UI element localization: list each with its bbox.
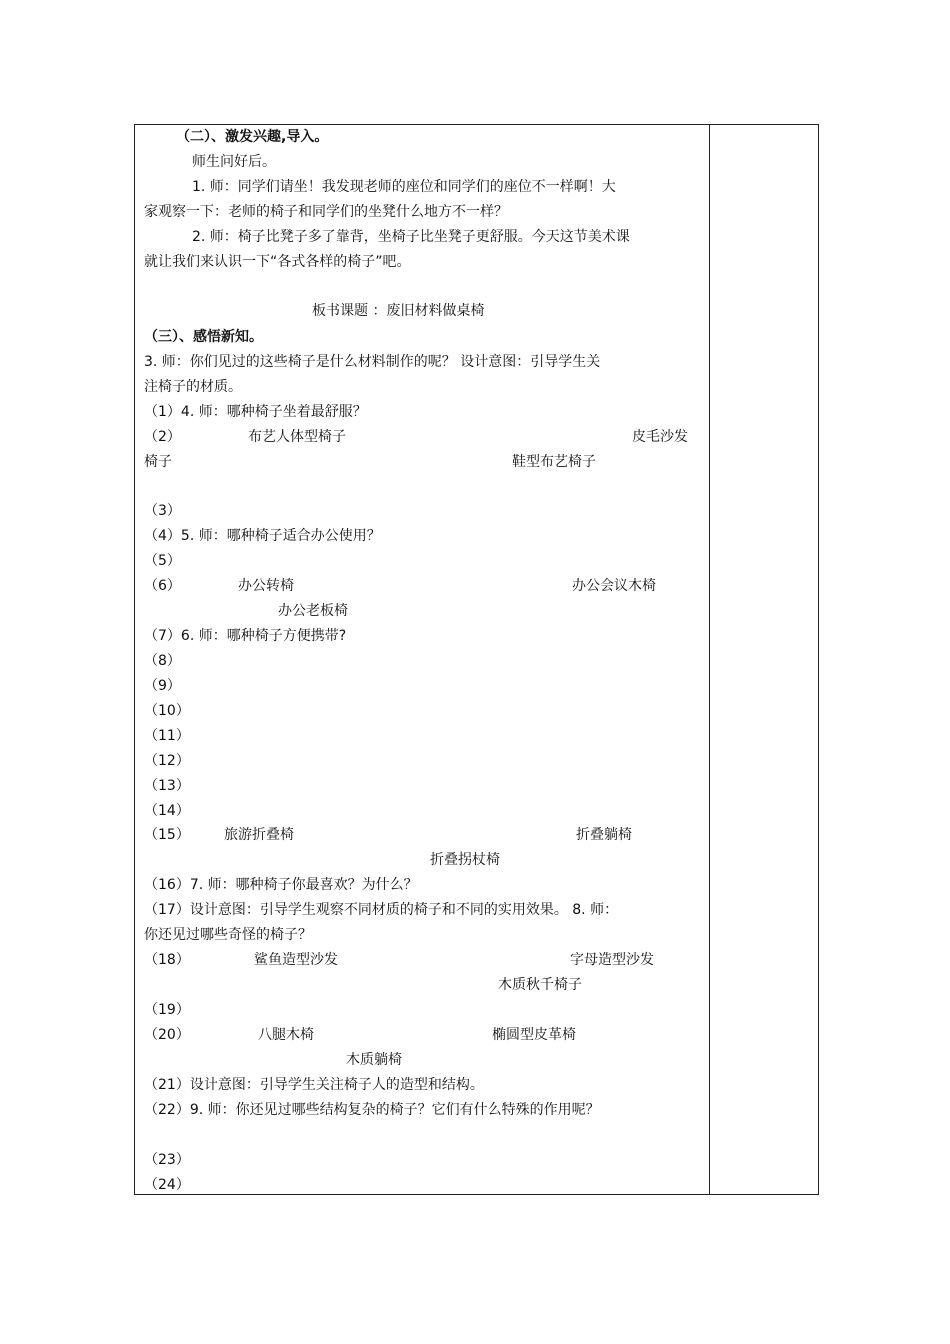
chair-name: 木质秋千椅子 bbox=[498, 977, 582, 993]
chair-name: 八腿木椅 bbox=[258, 1027, 314, 1043]
list-item: （10） bbox=[144, 703, 190, 719]
chair-name: 办公转椅 bbox=[238, 578, 294, 594]
list-item: （7）6. 师：哪种椅子方便携带? bbox=[144, 628, 347, 644]
list-item-number: （20） bbox=[144, 1027, 190, 1043]
list-item: （13） bbox=[144, 778, 190, 794]
list-item-number: （6） bbox=[144, 578, 181, 594]
list-item: （17）设计意图：引导学生观察不同材质的椅子和不同的实用效果。 8. 师： bbox=[144, 902, 619, 918]
list-item: 你还见过哪些奇怪的椅子？ bbox=[144, 927, 312, 943]
chair-name: 椭圆型皮革椅 bbox=[492, 1027, 576, 1043]
chair-name: 椅子 bbox=[144, 454, 172, 470]
list-item: （12） bbox=[144, 753, 190, 769]
chair-name: 办公老板椅 bbox=[278, 603, 348, 619]
chair-name: 旅游折叠椅 bbox=[224, 827, 294, 843]
list-item: （21）设计意图：引导学生关注椅子人的造型和结构。 bbox=[144, 1077, 484, 1093]
chair-name: 折叠躺椅 bbox=[576, 827, 632, 843]
board-title: 板书课题 ：废旧材料做桌椅 bbox=[312, 303, 485, 319]
list-item: （3） bbox=[144, 503, 181, 519]
list-item: （16）7. 师：哪种椅子你最喜欢？为什么？ bbox=[144, 877, 418, 893]
greeting-line: 师生问好后。 bbox=[192, 154, 276, 170]
list-item: （14） bbox=[144, 803, 190, 819]
question3-line2: 注椅子的材质。 bbox=[144, 379, 242, 395]
lesson-table bbox=[134, 124, 819, 1195]
list-item: （4）5. 师：哪种椅子适合办公使用？ bbox=[144, 528, 381, 544]
list-item: （23） bbox=[144, 1152, 190, 1168]
list-item: （11） bbox=[144, 728, 190, 744]
list-item: （22）9. 师：你还见过哪些结构复杂的椅子？它们有什么特殊的作用呢？ bbox=[144, 1102, 600, 1118]
chair-name: 木质躺椅 bbox=[346, 1052, 402, 1068]
list-item: （8） bbox=[144, 653, 181, 669]
paragraph2-line2: 就让我们来认识一下“各式各样的椅子”吧。 bbox=[144, 254, 411, 270]
list-item-number: （18） bbox=[144, 952, 190, 968]
paragraph1-line2: 家观察一下：老师的椅子和同学们的坐凳什么地方不一样？ bbox=[144, 204, 508, 220]
chair-name: 鲨鱼造型沙发 bbox=[254, 952, 338, 968]
chair-name: 鞋型布艺椅子 bbox=[512, 454, 596, 470]
paragraph2-line1: 2. 师：椅子比凳子多了靠背，坐椅子比坐凳子更舒服。今天这节美术课 bbox=[192, 229, 630, 245]
column-divider bbox=[709, 124, 710, 1195]
chair-name: 折叠拐杖椅 bbox=[430, 852, 500, 868]
list-item: （5） bbox=[144, 553, 181, 569]
list-item-number: （15） bbox=[144, 827, 190, 843]
section2-heading: （二）、激发兴趣,导入。 bbox=[176, 129, 329, 145]
list-item-number: （2） bbox=[144, 429, 181, 445]
list-item: （19） bbox=[144, 1002, 190, 1018]
paragraph1-line1: 1. 师：同学们请坐！我发现老师的座位和同学们的座位不一样啊！大 bbox=[192, 179, 616, 195]
chair-name: 皮毛沙发 bbox=[632, 429, 688, 445]
chair-name: 办公会议木椅 bbox=[572, 578, 656, 594]
chair-name: 字母造型沙发 bbox=[570, 952, 654, 968]
list-item: （1）4. 师：哪种椅子坐着最舒服？ bbox=[144, 404, 367, 420]
question3-line1: 3. 师：你们见过的这些椅子是什么材料制作的呢？ 设计意图：引导学生关 bbox=[144, 354, 601, 370]
list-item: （9） bbox=[144, 678, 181, 694]
chair-name: 布艺人体型椅子 bbox=[248, 429, 346, 445]
section3-heading: （三）、感悟新知。 bbox=[144, 329, 263, 345]
list-item: （24） bbox=[144, 1177, 190, 1193]
